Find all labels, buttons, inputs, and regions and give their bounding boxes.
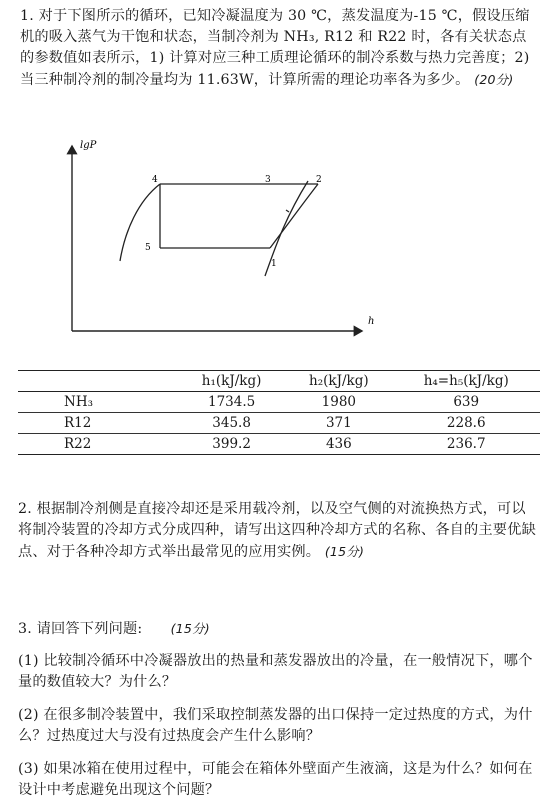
cell-h4: 236.7 <box>446 436 486 452</box>
point-3-label: 3 <box>265 175 271 185</box>
compression-line <box>270 184 318 248</box>
cell-h1: 345.8 <box>212 415 251 431</box>
question-3-score: (15分) <box>170 621 210 636</box>
point-4-label: 4 <box>152 175 158 185</box>
cell-h4: 639 <box>453 394 480 410</box>
question-3-title <box>18 618 538 640</box>
question-1-score: (20分) <box>474 72 514 87</box>
desuperheat-line <box>286 210 289 212</box>
x-axis-label: h <box>368 316 375 327</box>
question-3-item: (1) 比较制冷循环中冷凝器放出的热量和蒸发器放出的冷量，在一般情况下，哪个量的数值较大？为什么？ <box>18 653 533 690</box>
question-2 <box>18 499 540 563</box>
table-row <box>18 392 540 413</box>
question-3-item: (2) 在很多制冷装置中，我们采取控制蒸发器的出口保持一定过热度的方式，为什么？过热度过大与没有过热度会产生什么影响？ <box>18 707 533 744</box>
cell-h1: 1734.5 <box>207 394 256 410</box>
table-row <box>18 413 540 434</box>
cell-h2: 436 <box>325 436 352 452</box>
table-header-blank <box>18 371 178 392</box>
cell-h2: 1980 <box>321 394 356 410</box>
y-axis-label: lgP <box>80 140 97 151</box>
cell-h2: 371 <box>325 415 352 431</box>
point-5-label: 5 <box>145 243 151 253</box>
table-header-h4: h₄=h₅(kJ/kg) <box>423 373 509 389</box>
saturated-liquid-curve <box>120 184 160 261</box>
question-2-score: (15分) <box>324 544 365 559</box>
question-1-text: 1. 对于下图所示的循环，已知冷凝温度为 30 ℃，蒸发温度为-15 ℃，假设压缩机的吸入蒸气为干饱和状态，当制冷剂为 NH₃, R12 和 R22 时，各有关状态点的参数值如表所示，1) 计算对应三种工质理论循环的制冷系数与热力完善度；2) 当三种制冷剂的制冷量均为 11.63W，计算所需的理论功率各为多少。 <box>20 8 530 88</box>
lgp-h-cycle-diagram <box>60 136 380 346</box>
cell-h1: 399.2 <box>212 436 251 452</box>
point-2-label: 2 <box>316 175 322 185</box>
question-2-text: 2. 根据制冷剂侧是直接冷却还是采用载冷剂，以及空气侧的对流换热方式，可以将制冷装置的冷却方式分成四种，请写出这四种冷却方式的名称、各自的主要优缺点、对于各种冷却方式举出最常见的应用实例。 <box>18 501 536 560</box>
table-row <box>18 434 540 455</box>
question-3-item: (3) 如果冰箱在使用过程中，可能会在箱体外壁面产生液滴，这是为什么？如何在设计中考虑避免出现这个问题？ <box>18 761 533 798</box>
state-point-table <box>18 370 540 455</box>
row-refrigerant: R22 <box>64 436 92 452</box>
row-refrigerant: R12 <box>64 415 92 431</box>
point-1-label: 1 <box>271 259 277 269</box>
question-3-heading: 3. 请回答下列问题: <box>18 621 143 637</box>
row-refrigerant: NH₃ <box>64 394 93 410</box>
table-header-row <box>18 371 540 392</box>
cell-h4: 228.6 <box>446 415 486 431</box>
question-1 <box>20 6 540 91</box>
table-header-h1: h₁(kJ/kg) <box>201 373 262 389</box>
table-header-h2: h₂(kJ/kg) <box>309 373 369 389</box>
